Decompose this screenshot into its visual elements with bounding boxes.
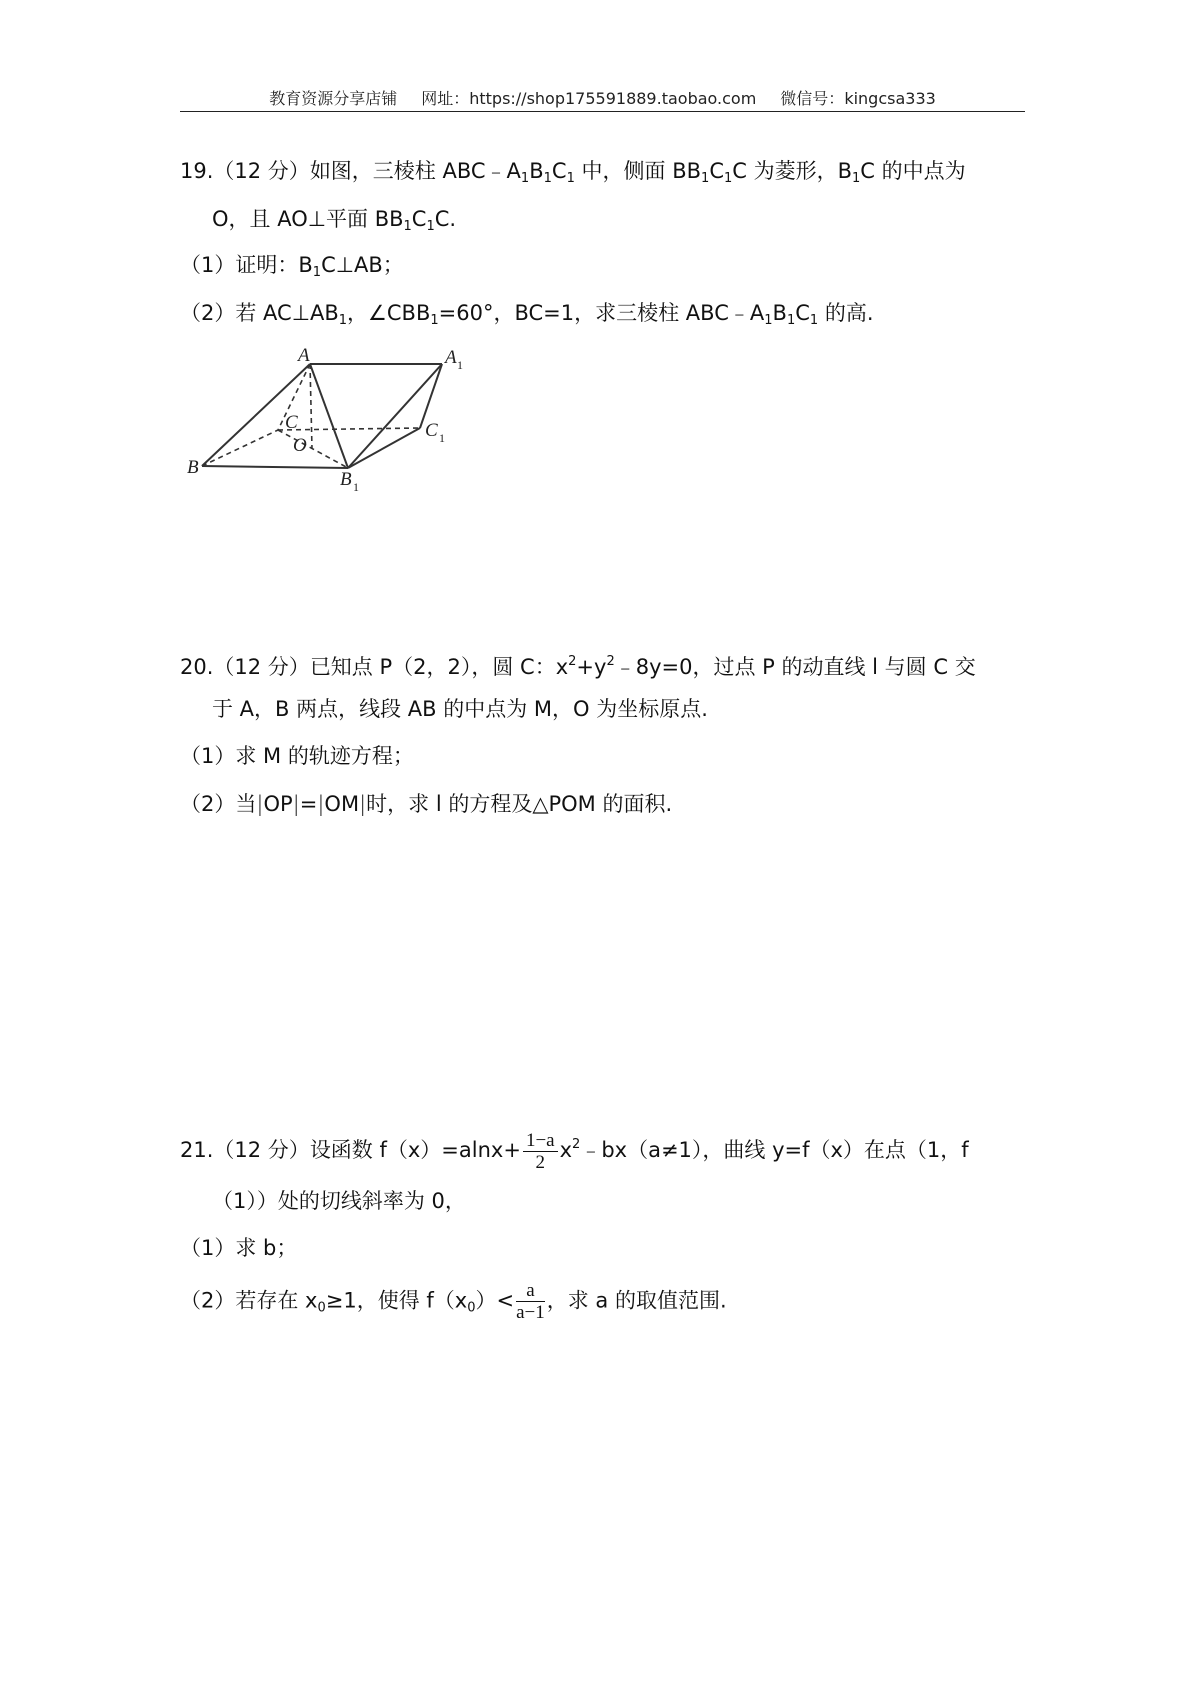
fraction-1-minus-a-over-2: $\frac{1-a}{2}$ [523,1131,558,1172]
edge-a-o [310,364,312,449]
fraction-a-over-a-minus-1: $\frac{a}{a-1}$ [516,1280,545,1323]
q20-score: （12 分） [213,655,310,679]
label-a1-sub: 1 [457,358,463,372]
page-header [180,86,1025,109]
edge-c-c1 [278,428,420,430]
edge-b1-c1 [348,428,420,468]
q19-score: （12 分） [213,159,310,183]
edge-c-b1 [278,430,348,468]
q20-part2: （2）当|OP|=|OM|时，求 l 的方程及△POM 的面积. [180,792,673,816]
q21-stem-line1: 21.（12 分）设函数 f（x）=alnx+ $\frac{1-a}{2}$ $x^2﹣bx(a\ne 1)$，曲线 y=f（x）在点（1，f [180,1129,969,1173]
edge-b-c [202,430,278,466]
wechat-id: kingcsa333 [844,89,936,108]
q19-stem-line1: 19.（12 分）如图，三棱柱 $ABC﹣A_1B_1C_1$ 中，侧面 $BB_1C_1C$ 为菱形，$B_1C$ 的中点为 [180,159,966,186]
label-b1: B [340,469,352,490]
q21-part1: （1）求 b； [180,1236,298,1260]
label-c1: C [425,420,438,441]
edge-a-b1 [310,364,348,468]
q19-number: 19. [180,159,214,183]
wechat-label: 微信号： [780,89,845,108]
q20-number: 20. [180,655,214,679]
edge-b-b1 [202,466,348,468]
q20-part1: （1）求 M 的轨迹方程； [180,744,414,768]
q21-part2: （2）若存在 $x_0\ge 1$，使得 $f(x_0)<$ $\frac{a}{a-1}$ ，求 a 的取值范围. [180,1280,727,1323]
q21-score: （12 分） [213,1138,310,1162]
q20-stem-line2: 于 A，B 两点，线段 AB 的中点为 M，O 为坐标原点. [212,697,708,721]
label-a1: A [445,347,457,368]
shop-name: 教育资源分享店铺 [269,89,398,108]
website-label: 网址： [421,89,470,108]
prism-figure [185,345,485,495]
q21-stem-line2: （1））处的切线斜率为 0， [212,1189,466,1213]
q19-part1: （1）证明：$B_1C\perp AB$； [180,253,404,280]
label-b: B [187,457,199,478]
q21-number: 21. [180,1138,214,1162]
edge-a1-b1 [348,364,442,468]
header-divider [180,111,1025,112]
label-c1-sub: 1 [439,431,445,445]
label-o: O [293,435,307,456]
label-b1-sub: 1 [353,480,359,494]
label-a: A [298,345,310,366]
label-c: C [285,412,298,433]
q19-part2: （2）若 $AC\perp AB_1$，$\angle CBB_1=60^\circ$，BC=1，求三棱柱 $ABC﹣A_1B_1C_1$ 的高. [180,301,874,328]
edge-a1-c1 [420,364,442,428]
q20-stem-line1: 20.（12 分）已知点 P（2，2），圆 C：$x^2+y^2﹣8y=0$，过点 P 的动直线 l 与圆 C 交 [180,654,976,679]
website-url: https://shop175591889.taobao.com [469,89,757,108]
q19-stem-line2: O，且 AO⊥平面 $BB_1C_1C$. [212,207,457,234]
